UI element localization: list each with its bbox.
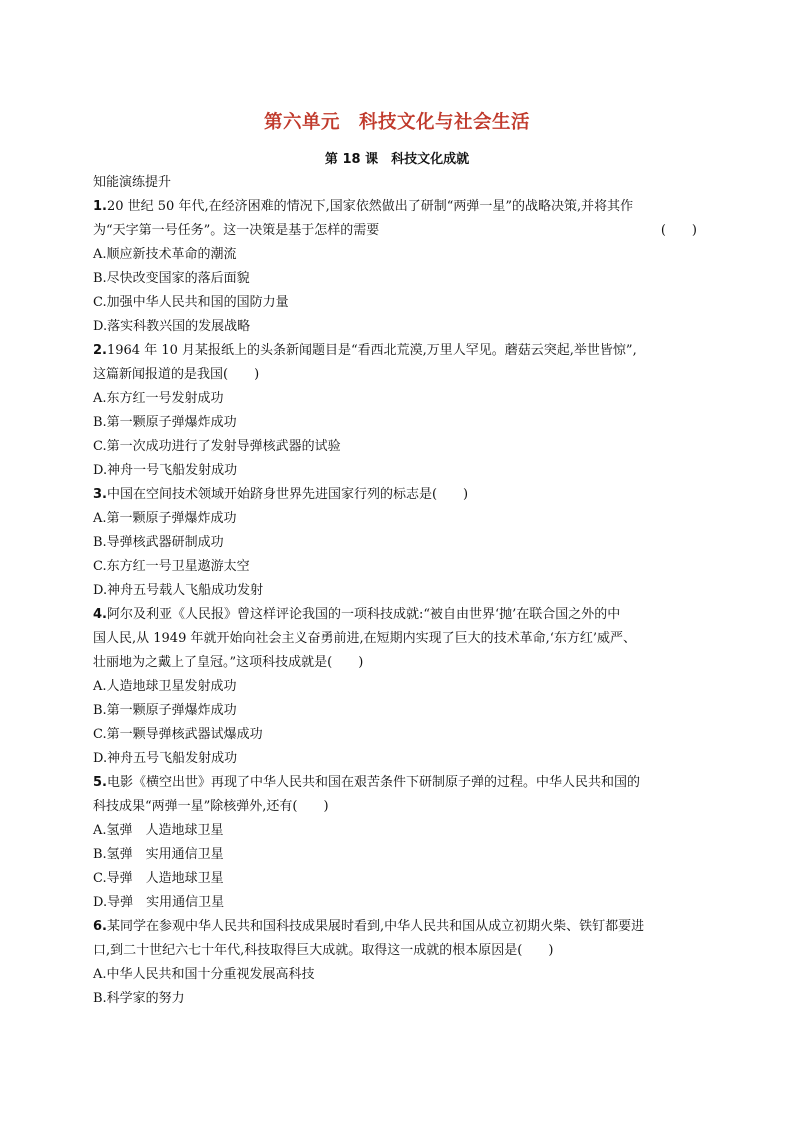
option-b: B.氢弹 实用通信卫星 bbox=[93, 847, 224, 862]
option-b: B.尽快改变国家的落后面貌 bbox=[93, 271, 250, 286]
option-a: A.中华人民共和国十分重视发展高科技 bbox=[93, 967, 315, 982]
option-a: A.人造地球卫星发射成功 bbox=[93, 679, 237, 694]
question-text-line: 这篇新闻报道的是我国( ) bbox=[93, 367, 260, 382]
question-6 bbox=[93, 915, 707, 1011]
option-a: A.顺应新技术革命的潮流 bbox=[93, 247, 237, 262]
question-number: 2. bbox=[93, 343, 107, 358]
option-b: B.第一颗原子弹爆炸成功 bbox=[93, 415, 237, 430]
question-text-line: 6.某同学在参观中华人民共和国科技成果展时看到,中华人民共和国从成立初期火柴、铁钉都要进 bbox=[93, 919, 645, 934]
question-text-line: 2.1964 年 10 月某报纸上的头条新闻题目是“看西北荒漠,万里人罕见。蘑菇云突起,举世皆惊”, bbox=[93, 343, 637, 358]
question-4 bbox=[93, 603, 707, 771]
question-number: 6. bbox=[93, 919, 107, 934]
question-3 bbox=[93, 483, 707, 603]
option-a: A.东方红一号发射成功 bbox=[93, 391, 224, 406]
option-a: A.氢弹 人造地球卫星 bbox=[93, 823, 224, 838]
option-d: D.落实科教兴国的发展战略 bbox=[93, 319, 251, 334]
question-text-line: 口,到二十世纪六七十年代,科技取得巨大成就。取得这一成就的根本原因是( ) bbox=[93, 943, 554, 958]
option-a: A.第一颗原子弹爆炸成功 bbox=[93, 511, 237, 526]
question-content bbox=[93, 171, 707, 1011]
question-text-line: 科技成果“两弹一星”除核弹外,还有( ) bbox=[93, 799, 329, 814]
option-d: D.神舟一号飞船发射成功 bbox=[93, 463, 238, 478]
question-number: 5. bbox=[93, 775, 107, 790]
question-text-line: 5.电影《横空出世》再现了中华人民共和国在艰苦条件下研制原子弹的过程。中华人民共和国的 bbox=[93, 775, 640, 790]
option-d: D.神舟五号载人飞船成功发射 bbox=[93, 583, 264, 598]
lesson-title: 第 18 课 科技文化成就 bbox=[324, 152, 470, 167]
question-number: 1. bbox=[93, 199, 107, 214]
question-text-line: 3.中国在空间技术领域开始跻身世界先进国家行列的标志是( ) bbox=[93, 487, 469, 502]
question-text-line: 壮丽地为之戴上了皇冠。”这项科技成就是( ) bbox=[93, 655, 364, 670]
question-2 bbox=[93, 339, 707, 483]
answer-blank: ( ) bbox=[660, 223, 697, 238]
question-text-line: 为“天字第一号任务”。这一决策是基于怎样的需要 ( ) bbox=[93, 219, 707, 243]
option-c: C.加强中华人民共和国的国防力量 bbox=[93, 295, 289, 310]
question-text-line: 国人民,从 1949 年就开始向社会主义奋勇前进,在短期内实现了巨大的技术革命,‘东方红’威严、 bbox=[93, 631, 637, 646]
option-c: C.导弹 人造地球卫星 bbox=[93, 871, 224, 886]
option-c: C.第一次成功进行了发射导弹核武器的试验 bbox=[93, 439, 341, 454]
option-d: D.导弹 实用通信卫星 bbox=[93, 895, 225, 910]
option-c: C.第一颗导弹核武器试爆成功 bbox=[93, 727, 263, 742]
option-b: B.第一颗原子弹爆炸成功 bbox=[93, 703, 237, 718]
question-5 bbox=[93, 771, 707, 915]
option-b: B.导弹核武器研制成功 bbox=[93, 535, 224, 550]
question-number: 4. bbox=[93, 607, 107, 622]
option-c: C.东方红一号卫星遨游太空 bbox=[93, 559, 250, 574]
section-label: 知能演练提升 bbox=[93, 175, 172, 190]
option-b: B.科学家的努力 bbox=[93, 991, 185, 1006]
unit-title: 第六单元 科技文化与社会生活 bbox=[263, 112, 530, 133]
question-text-line: 1.20 世纪 50 年代,在经济困难的情况下,国家依然做出了研制“两弹一星”的战略决策,并将其作 bbox=[93, 199, 634, 214]
question-text-line: 4.阿尔及利亚《人民报》曾这样评论我国的一项科技成就:“被自由世界‘抛’在联合国之外的中 bbox=[93, 607, 621, 622]
question-number: 3. bbox=[93, 487, 107, 502]
question-1 bbox=[93, 195, 707, 339]
option-d: D.神舟五号飞船发射成功 bbox=[93, 751, 238, 766]
